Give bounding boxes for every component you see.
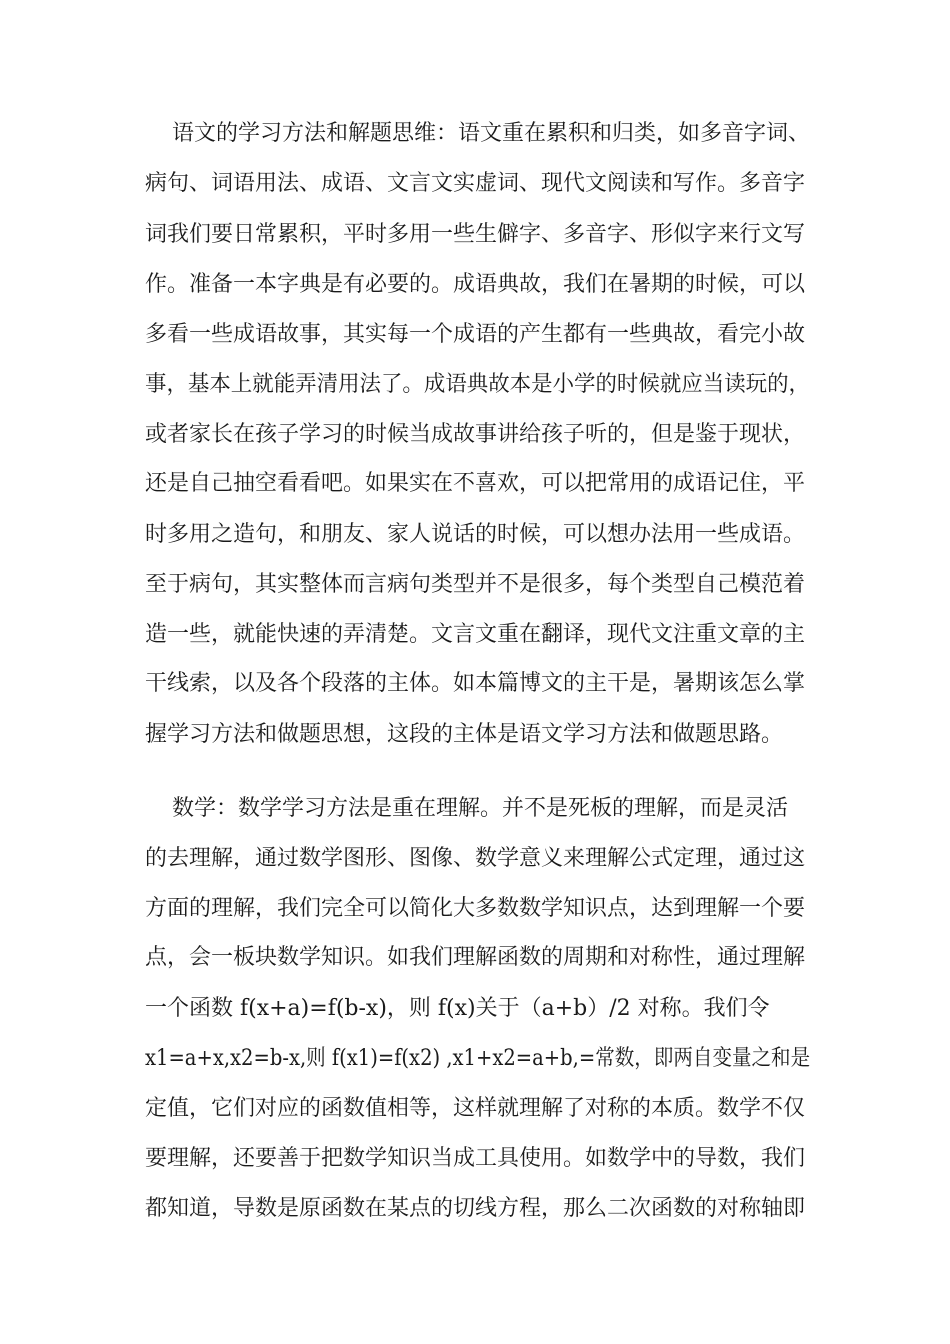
text-line: 点，会一板块数学知识。如我们理解函数的周期和对称性，通过理解 [145, 945, 806, 970]
text-line: 至于病句，其实整体而言病句类型并不是很多，每个类型自己模范着 [145, 572, 806, 597]
text-line: 语文的学习方法和解题思维：语文重在累积和归类，如多音字词、 [172, 121, 811, 146]
text-line: 词我们要日常累积，平时多用一些生僻字、多音字、形似字来行文写 [145, 222, 806, 247]
text-line: x1=a+x,x2=b-x,则 f(x1)=f(x2) ,x1+x2=a+b,=常数，即两自变量之和是 [145, 1046, 811, 1071]
text-line: 数学：数学学习方法是重在理解。并不是死板的理解，而是灵活 [172, 796, 789, 821]
text-line: 事，基本上就能弄清用法了。成语典故本是小学的时候就应当读玩的， [145, 372, 811, 397]
text-line: 还是自己抽空看看吧。如果实在不喜欢，可以把常用的成语记住，平 [145, 471, 806, 496]
text-line: 握学习方法和做题思想，这段的主体是语文学习方法和做题思路。 [145, 722, 784, 747]
text-line: 一个函数 f(x+a)=f(b-x)，则 f(x)关于（a+b）/2 对称。我们令 [145, 996, 770, 1021]
text-line: 多看一些成语故事，其实每一个成语的产生都有一些典故，看完小故 [145, 322, 806, 347]
text-line: 干线索，以及各个段落的主体。如本篇博文的主干是，暑期该怎么掌 [145, 671, 806, 696]
text-line: 造一些，就能快速的弄清楚。文言文重在翻译，现代文注重文章的主 [145, 622, 806, 647]
text-line: 定值，它们对应的函数值相等，这样就理解了对称的本质。数学不仅 [145, 1096, 806, 1121]
text-line: 的去理解，通过数学图形、图像、数学意义来理解公式定理，通过这 [145, 846, 806, 871]
text-line: 作。准备一本字典是有必要的。成语典故，我们在暑期的时候，可以 [145, 272, 806, 297]
text-line: 要理解，还要善于把数学知识当成工具使用。如数学中的导数，我们 [145, 1146, 806, 1171]
text-line: 时多用之造句，和朋友、家人说话的时候，可以想办法用一些成语。 [145, 522, 806, 547]
text-line: 方面的理解，我们完全可以简化大多数数学知识点，达到理解一个要 [145, 896, 806, 921]
text-line: 病句、词语用法、成语、文言文实虚词、现代文阅读和写作。多音字 [145, 171, 806, 196]
text-line: 或者家长在孩子学习的时候当成故事讲给孩子听的，但是鉴于现状， [145, 422, 806, 447]
text-line: 都知道，导数是原函数在某点的切线方程，那么二次函数的对称轴即 [145, 1196, 806, 1221]
